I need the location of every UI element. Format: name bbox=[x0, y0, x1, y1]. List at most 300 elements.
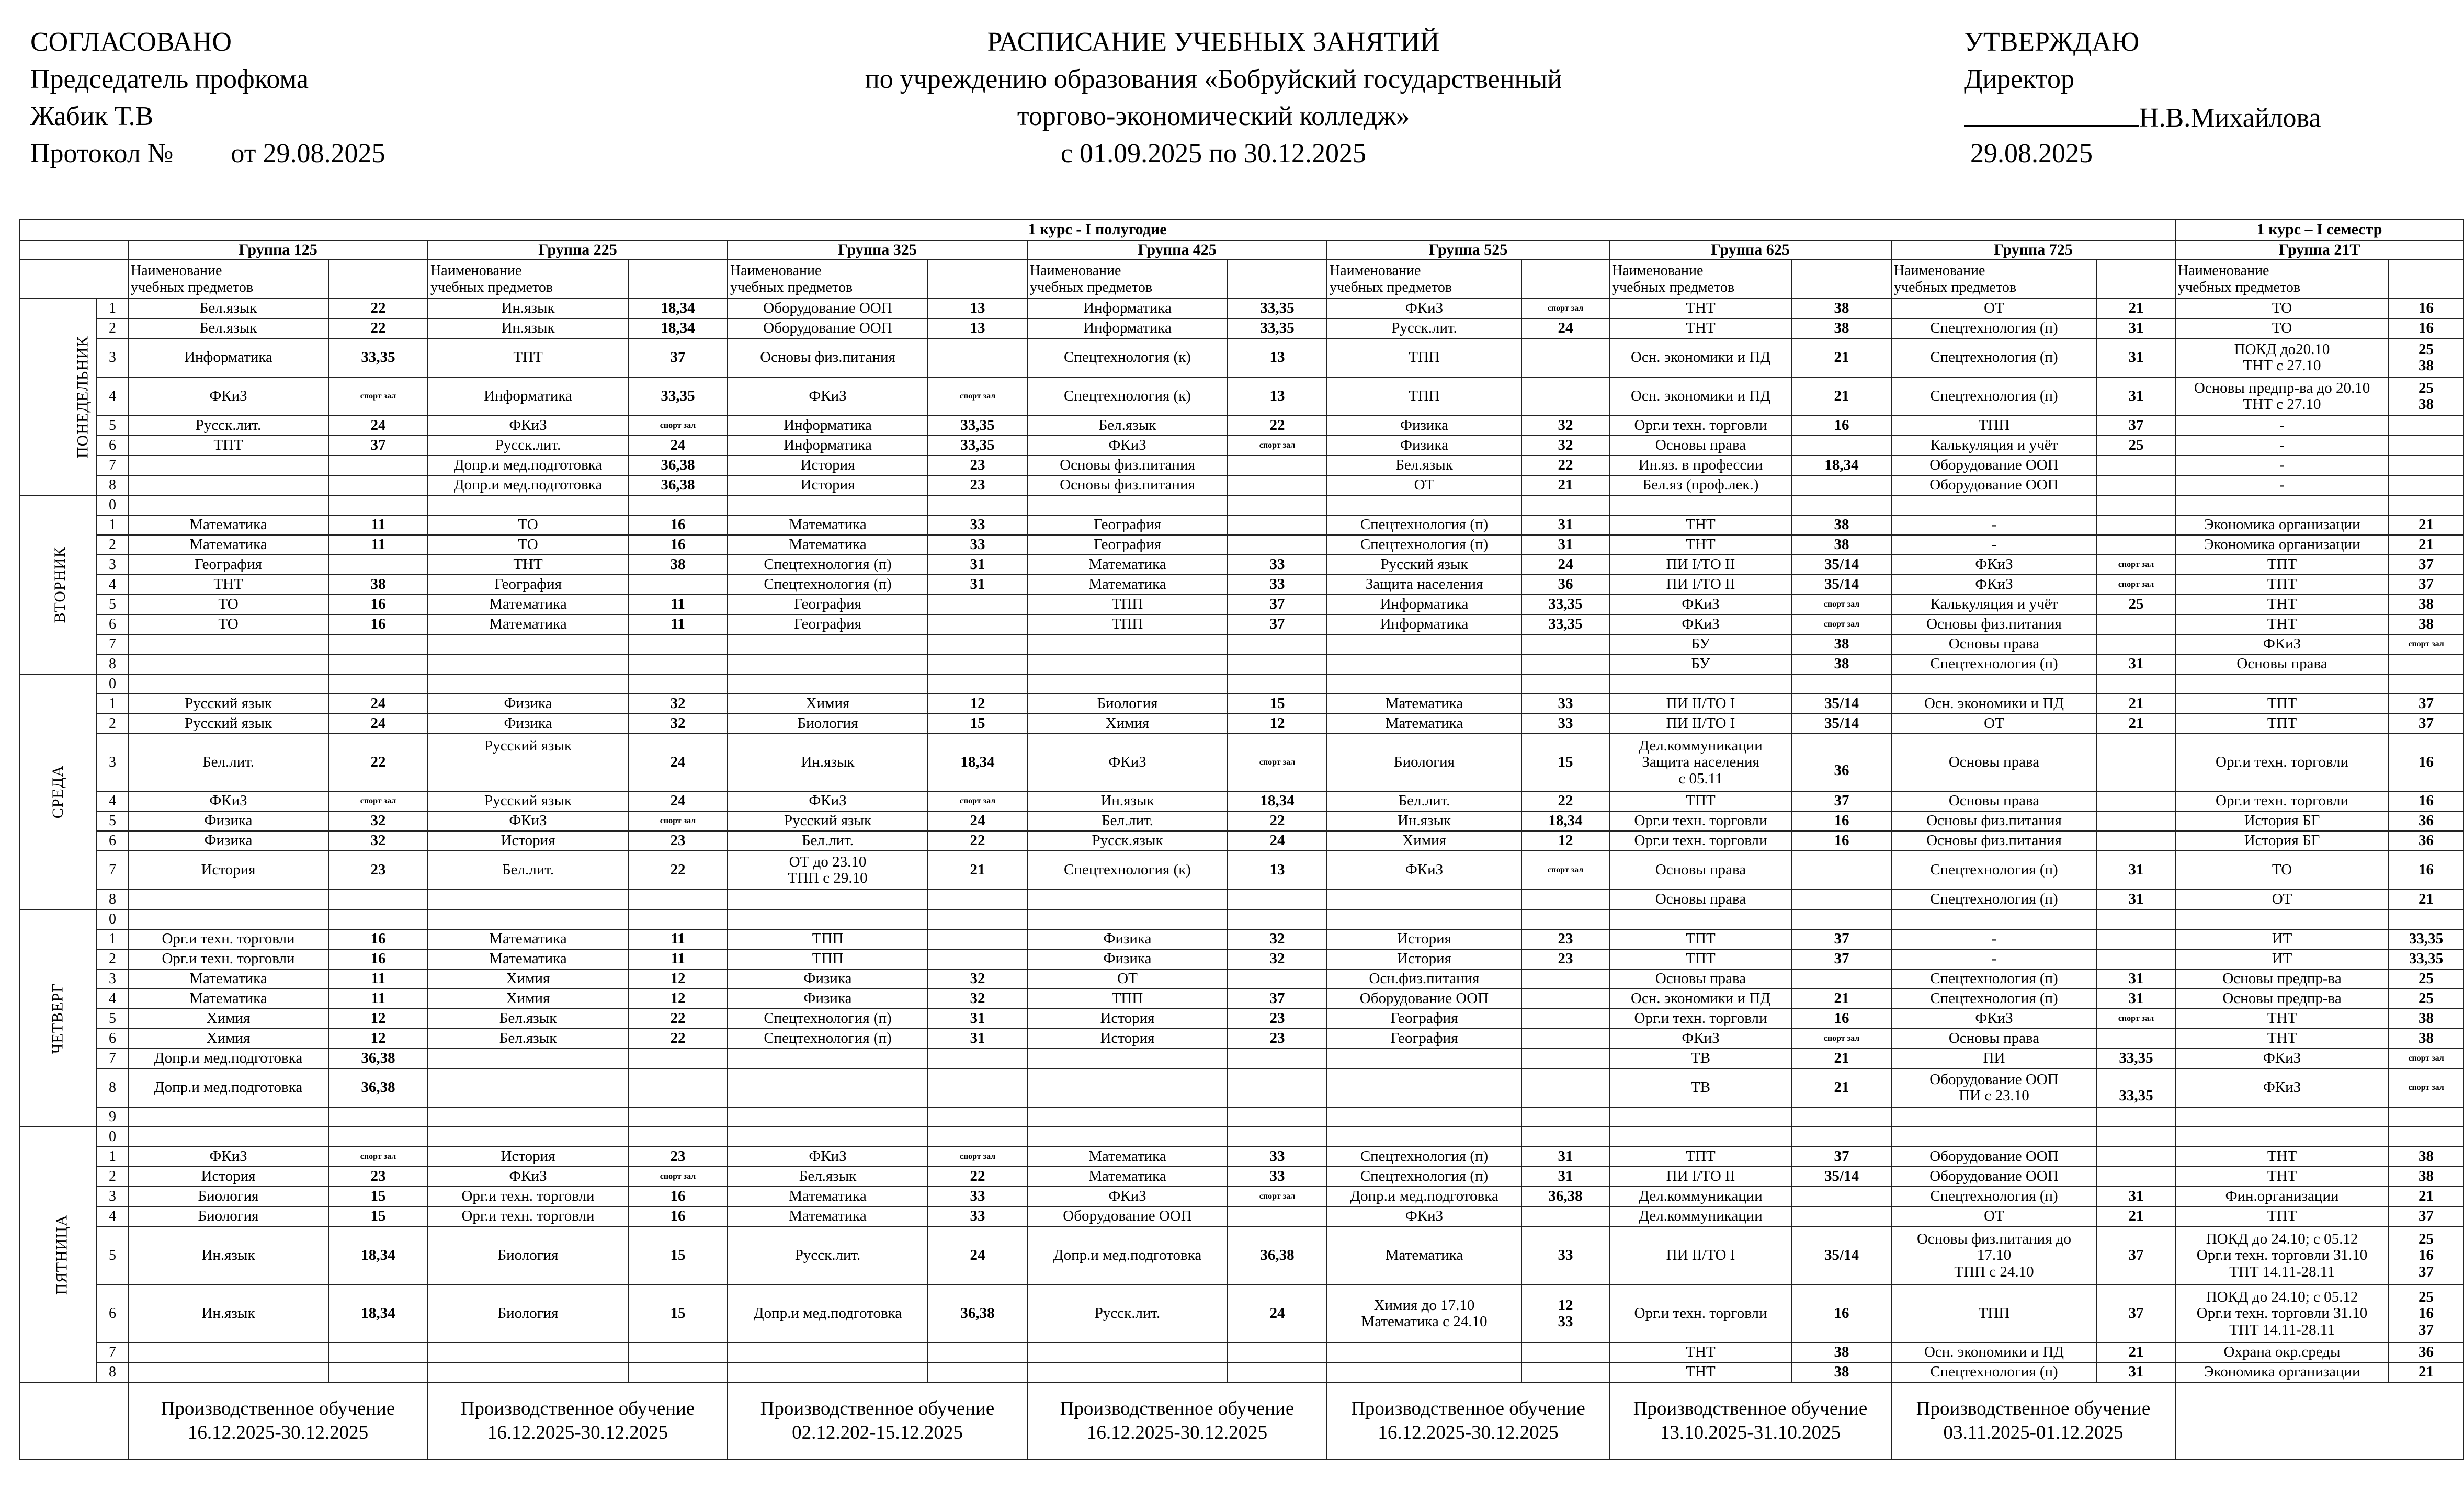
practice-period: Производственное обучение 16.12.2025-30.12.2025 bbox=[1327, 1382, 1609, 1460]
room-cell: 36 bbox=[1521, 575, 1609, 595]
room-cell: 12 bbox=[328, 1029, 428, 1049]
subject-cell: ФКиЗ bbox=[2175, 634, 2389, 654]
subject-cell: Оборудование ООП bbox=[1891, 1147, 2097, 1167]
room-cell: 13 bbox=[1228, 338, 1327, 377]
subject-cell: Биология bbox=[728, 714, 928, 734]
day-label bbox=[19, 495, 97, 674]
room-cell bbox=[1228, 1127, 1327, 1147]
room-cell: 33 bbox=[1228, 1167, 1327, 1187]
subject-cell: Информатика bbox=[728, 416, 928, 436]
subject-cell bbox=[128, 455, 328, 475]
subject-cell: ПИ II/ТО I bbox=[1609, 1226, 1792, 1285]
subject-header-row bbox=[19, 260, 2463, 299]
subject-cell: История БГ bbox=[2175, 811, 2389, 831]
room-column-header bbox=[1792, 260, 1891, 299]
subject-cell: Математика bbox=[728, 535, 928, 555]
room-cell: 12 bbox=[928, 694, 1027, 714]
room-cell bbox=[928, 674, 1027, 694]
subject-cell: Ин.язык bbox=[1027, 791, 1228, 811]
room-cell: 25 bbox=[2097, 595, 2175, 614]
room-cell bbox=[2097, 831, 2175, 851]
lesson-row bbox=[19, 614, 2463, 634]
room-cell: спорт зал bbox=[2389, 1049, 2463, 1068]
room-cell: 23 bbox=[628, 831, 728, 851]
subject-cell bbox=[128, 1107, 328, 1127]
subject-cell: ТПТ bbox=[1609, 791, 1792, 811]
room-cell bbox=[2097, 674, 2175, 694]
subject-cell: Математика bbox=[728, 515, 928, 535]
room-cell bbox=[628, 1342, 728, 1362]
day-name: ВТОРНИК bbox=[51, 546, 69, 623]
room-cell: 31 bbox=[2097, 989, 2175, 1009]
room-cell: спорт зал bbox=[1228, 1187, 1327, 1206]
room-cell: 33,35 bbox=[1228, 318, 1327, 338]
subject-cell bbox=[1609, 909, 1792, 929]
subject-cell: Орг.и техн. торговли bbox=[128, 949, 328, 969]
room-column-header bbox=[1228, 260, 1327, 299]
room-cell: 36,38 bbox=[928, 1285, 1027, 1342]
room-cell bbox=[328, 1362, 428, 1382]
subject-cell: Оборудование ООП bbox=[1891, 1167, 2097, 1187]
subject-cell: Основы права bbox=[1609, 969, 1792, 989]
room-cell bbox=[2097, 475, 2175, 495]
day-label bbox=[19, 909, 97, 1127]
subject-cell: Осн. экономики и ПД bbox=[1609, 377, 1792, 416]
room-cell: 24 bbox=[1228, 1285, 1327, 1342]
lesson-number: 5 bbox=[97, 811, 128, 831]
subject-cell: ТНТ bbox=[2175, 1167, 2389, 1187]
room-cell: 16 bbox=[1792, 416, 1891, 436]
subject-cell: ТО bbox=[428, 515, 628, 535]
lesson-number: 8 bbox=[97, 890, 128, 909]
group-header: Группа 625 bbox=[1609, 240, 1891, 260]
room-cell: 21 bbox=[2097, 694, 2175, 714]
subject-cell: Спецтехнология (к) bbox=[1027, 851, 1228, 890]
subject-cell: Русский язык bbox=[128, 694, 328, 714]
subject-cell: ТНТ bbox=[2175, 595, 2389, 614]
lesson-number: 8 bbox=[97, 1362, 128, 1382]
subject-cell bbox=[1027, 654, 1228, 674]
subject-cell: ФКиЗ bbox=[428, 1167, 628, 1187]
room-cell: 37 bbox=[2389, 694, 2463, 714]
room-cell bbox=[1521, 890, 1609, 909]
room-cell: спорт зал bbox=[328, 1147, 428, 1167]
room-cell bbox=[328, 634, 428, 654]
subject-cell: Бел.яз (проф.лек.) bbox=[1609, 475, 1792, 495]
subject-cell: Физика bbox=[1327, 416, 1521, 436]
subject-cell: Осн.физ.питания bbox=[1327, 969, 1521, 989]
lesson-row bbox=[19, 791, 2463, 811]
subject-cell: Спецтехнология (п) bbox=[1891, 1362, 2097, 1382]
room-cell: 23 bbox=[628, 1147, 728, 1167]
subject-cell: Русск.лит. bbox=[728, 1226, 928, 1285]
room-cell bbox=[1228, 1206, 1327, 1226]
room-cell: 25 bbox=[2389, 989, 2463, 1009]
subject-cell: ТО bbox=[2175, 299, 2389, 318]
room-cell bbox=[928, 1107, 1027, 1127]
room-cell: 22 bbox=[928, 831, 1027, 851]
room-cell bbox=[1228, 674, 1327, 694]
group-header: Группа 125 bbox=[128, 240, 428, 260]
room-cell: 24 bbox=[628, 436, 728, 455]
room-cell bbox=[328, 1342, 428, 1362]
subject-cell: Орг.и техн. торговли bbox=[1609, 811, 1792, 831]
subject-cell: Физика bbox=[428, 694, 628, 714]
subject-cell: Спецтехнология (п) bbox=[1327, 1147, 1521, 1167]
subject-cell bbox=[728, 1107, 928, 1127]
subject-cell bbox=[1327, 890, 1521, 909]
subject-cell bbox=[428, 1107, 628, 1127]
subject-cell bbox=[1891, 1127, 2097, 1147]
subject-cell: Математика bbox=[1027, 1167, 1228, 1187]
subject-column-header: Наименование учебных предметов bbox=[1027, 260, 1228, 299]
room-cell: 21 bbox=[928, 851, 1027, 890]
subject-cell: Биология bbox=[1027, 694, 1228, 714]
room-cell: 21 bbox=[1792, 1068, 1891, 1107]
room-cell bbox=[928, 595, 1027, 614]
room-cell bbox=[928, 634, 1027, 654]
subject-cell: Математика bbox=[728, 1187, 928, 1206]
room-cell: 16 bbox=[2389, 851, 2463, 890]
subject-cell: ФКиЗ bbox=[1327, 299, 1521, 318]
lesson-row bbox=[19, 1167, 2463, 1187]
room-cell bbox=[2389, 909, 2463, 929]
lesson-number: 3 bbox=[97, 1187, 128, 1206]
subject-cell: Дел.коммуникации bbox=[1609, 1187, 1792, 1206]
lesson-number: 7 bbox=[97, 634, 128, 654]
room-cell bbox=[328, 890, 428, 909]
subject-cell bbox=[2175, 495, 2389, 515]
room-cell: 36 bbox=[2389, 811, 2463, 831]
room-cell: 15 bbox=[328, 1187, 428, 1206]
room-cell: 38 bbox=[1792, 654, 1891, 674]
subject-cell: ПИ bbox=[1891, 1049, 2097, 1068]
subject-cell: ТПП bbox=[1027, 614, 1228, 634]
subject-cell bbox=[1609, 1127, 1792, 1147]
subject-cell: Орг.и техн. торговли bbox=[128, 929, 328, 949]
room-cell: спорт зал bbox=[1521, 299, 1609, 318]
subject-cell: Математика bbox=[1027, 575, 1228, 595]
lesson-row bbox=[19, 811, 2463, 831]
subject-cell: Спецтехнология (п) bbox=[1891, 969, 2097, 989]
room-cell bbox=[928, 1342, 1027, 1362]
room-cell: 38 bbox=[1792, 1342, 1891, 1362]
subject-cell: Фин.организации bbox=[2175, 1187, 2389, 1206]
room-cell: 11 bbox=[328, 969, 428, 989]
room-cell: 24 bbox=[628, 791, 728, 811]
room-cell: 16 bbox=[328, 614, 428, 634]
corner-cell bbox=[19, 260, 128, 299]
subject-cell: Химия bbox=[1027, 714, 1228, 734]
room-cell: 33,35 bbox=[328, 338, 428, 377]
subject-cell bbox=[1027, 909, 1228, 929]
institution-line-2: торгово-экономический колледж» bbox=[1017, 101, 1410, 131]
room-cell: 37 bbox=[1228, 989, 1327, 1009]
room-cell bbox=[2097, 1127, 2175, 1147]
room-cell: 13 bbox=[1228, 377, 1327, 416]
lesson-number: 6 bbox=[97, 1285, 128, 1342]
subject-cell: Русский язык bbox=[1327, 555, 1521, 575]
subject-cell bbox=[728, 1362, 928, 1382]
lesson-row bbox=[19, 495, 2463, 515]
subject-cell: ФКиЗ bbox=[1027, 734, 1228, 791]
room-cell bbox=[2389, 475, 2463, 495]
subject-cell: Основы физ.питания bbox=[1891, 811, 2097, 831]
room-cell: 38 bbox=[2389, 1009, 2463, 1029]
subject-cell: Математика bbox=[1027, 1147, 1228, 1167]
lesson-row bbox=[19, 475, 2463, 495]
subject-cell: Ин.язык bbox=[128, 1285, 328, 1342]
subject-cell: ОТ bbox=[2175, 890, 2389, 909]
lesson-number: 2 bbox=[97, 1167, 128, 1187]
subject-cell: ТНТ bbox=[1609, 535, 1792, 555]
lesson-row bbox=[19, 1285, 2463, 1342]
subject-cell: Информатика bbox=[1027, 299, 1228, 318]
room-cell: 22 bbox=[628, 1009, 728, 1029]
subject-cell: Русский язык bbox=[128, 714, 328, 734]
subject-column-header: Наименование учебных предметов bbox=[1891, 260, 2097, 299]
approval-left-block bbox=[30, 24, 501, 172]
subject-cell: ТО bbox=[128, 595, 328, 614]
subject-cell: ФКиЗ bbox=[128, 791, 328, 811]
room-cell bbox=[2097, 1107, 2175, 1127]
room-cell: 36,38 bbox=[1228, 1226, 1327, 1285]
subject-cell: ФКиЗ bbox=[728, 791, 928, 811]
union-chair-name: Жабик Т.В bbox=[30, 101, 154, 131]
subject-cell: ФКиЗ bbox=[2175, 1049, 2389, 1068]
subject-cell: ТВ bbox=[1609, 1049, 1792, 1068]
room-cell bbox=[1228, 909, 1327, 929]
subject-cell bbox=[728, 1049, 928, 1068]
room-cell: 35/14 bbox=[1792, 555, 1891, 575]
subject-cell: Русск.язык bbox=[1027, 831, 1228, 851]
subject-cell: ПОКД до 24.10; с 05.12 Орг.и техн. торговли 31.10 ТПТ 14.11-28.11 bbox=[2175, 1285, 2389, 1342]
subject-cell bbox=[428, 654, 628, 674]
room-cell: 11 bbox=[628, 929, 728, 949]
subject-cell: История bbox=[728, 475, 928, 495]
room-cell: 16 bbox=[328, 929, 428, 949]
room-cell: 31 bbox=[2097, 851, 2175, 890]
room-cell bbox=[1521, 989, 1609, 1009]
lesson-number: 1 bbox=[97, 929, 128, 949]
practice-period bbox=[2175, 1382, 2463, 1460]
room-cell: 38 bbox=[1792, 535, 1891, 555]
subject-cell: Спецтехнология (п) bbox=[1891, 890, 2097, 909]
subject-cell: - bbox=[2175, 436, 2389, 455]
room-column-header bbox=[328, 260, 428, 299]
room-cell: 38 bbox=[1792, 1362, 1891, 1382]
room-cell: 16 bbox=[1792, 1285, 1891, 1342]
subject-cell: ФКиЗ bbox=[1327, 851, 1521, 890]
subject-cell bbox=[2175, 1107, 2389, 1127]
subject-cell: История bbox=[428, 831, 628, 851]
subject-cell: Спецтехнология (п) bbox=[1327, 535, 1521, 555]
subject-cell: Экономика организации bbox=[2175, 535, 2389, 555]
subject-cell: ТНТ bbox=[1609, 1342, 1792, 1362]
subject-cell: Информатика bbox=[1327, 595, 1521, 614]
lesson-number: 4 bbox=[97, 1206, 128, 1226]
subject-cell bbox=[1027, 1342, 1228, 1362]
lesson-number: 9 bbox=[97, 1107, 128, 1127]
subject-cell: ТО bbox=[128, 614, 328, 634]
room-cell: 21 bbox=[1521, 475, 1609, 495]
room-cell: 18,34 bbox=[628, 299, 728, 318]
lesson-number: 2 bbox=[97, 714, 128, 734]
subject-cell: Охрана окр.среды bbox=[2175, 1342, 2389, 1362]
subject-cell: Информатика bbox=[428, 377, 628, 416]
subject-cell bbox=[2175, 674, 2389, 694]
lesson-row bbox=[19, 575, 2463, 595]
subject-cell: Математика bbox=[1027, 555, 1228, 575]
room-cell bbox=[1521, 1068, 1609, 1107]
room-cell: 22 bbox=[628, 851, 728, 890]
subject-cell: Защита населения bbox=[1327, 575, 1521, 595]
room-cell: 22 bbox=[1521, 455, 1609, 475]
course-title-row bbox=[19, 219, 2463, 240]
room-cell: 37 bbox=[1228, 614, 1327, 634]
room-cell bbox=[1228, 969, 1327, 989]
subject-cell: Допр.и мед.подготовка bbox=[1327, 1187, 1521, 1206]
room-cell: 31 bbox=[928, 1029, 1027, 1049]
subject-cell: Основы физ.питания bbox=[1891, 614, 2097, 634]
room-cell bbox=[328, 475, 428, 495]
subject-cell: Математика bbox=[1327, 694, 1521, 714]
room-cell: 16 bbox=[2389, 734, 2463, 791]
subject-cell bbox=[1027, 634, 1228, 654]
room-cell: 33,35 bbox=[928, 416, 1027, 436]
subject-cell bbox=[128, 890, 328, 909]
room-cell: 31 bbox=[928, 555, 1027, 575]
lesson-row bbox=[19, 969, 2463, 989]
room-cell bbox=[1228, 1342, 1327, 1362]
room-cell bbox=[628, 1362, 728, 1382]
lesson-number: 1 bbox=[97, 299, 128, 318]
room-cell bbox=[2097, 1029, 2175, 1049]
room-cell bbox=[2389, 455, 2463, 475]
room-cell: 21 bbox=[2097, 714, 2175, 734]
lesson-row bbox=[19, 890, 2463, 909]
schedule-table bbox=[19, 219, 2464, 1460]
room-cell bbox=[2097, 515, 2175, 535]
room-cell: 33 bbox=[1228, 575, 1327, 595]
subject-cell: Физика bbox=[128, 831, 328, 851]
approval-date: 29.08.2025 bbox=[1970, 139, 2093, 168]
room-cell bbox=[1521, 1342, 1609, 1362]
room-cell bbox=[628, 1049, 728, 1068]
subject-cell: Бел.лит. bbox=[128, 734, 328, 791]
subject-cell: География bbox=[1327, 1009, 1521, 1029]
room-cell: 15 bbox=[628, 1285, 728, 1342]
subject-cell bbox=[728, 1342, 928, 1362]
group-header: Группа 725 bbox=[1891, 240, 2175, 260]
protocol-line bbox=[30, 135, 501, 172]
subject-cell: Математика bbox=[128, 535, 328, 555]
room-cell bbox=[1521, 909, 1609, 929]
room-cell: 18,34 bbox=[328, 1226, 428, 1285]
room-cell: 24 bbox=[628, 734, 728, 791]
subject-cell: Химия bbox=[128, 1029, 328, 1049]
subject-cell bbox=[428, 909, 628, 929]
subject-cell: Спецтехнология (п) bbox=[728, 1029, 928, 1049]
subject-cell bbox=[1027, 1107, 1228, 1127]
subject-cell: Оборудование ООП bbox=[1891, 475, 2097, 495]
room-cell: 23 bbox=[1228, 1029, 1327, 1049]
subject-cell: ТНТ bbox=[1609, 515, 1792, 535]
room-cell bbox=[2389, 1127, 2463, 1147]
room-cell: 37 bbox=[628, 338, 728, 377]
room-cell: 16 bbox=[328, 595, 428, 614]
room-cell bbox=[1228, 1049, 1327, 1068]
subject-cell: Бел.язык bbox=[128, 299, 328, 318]
subject-cell: Биология bbox=[1327, 734, 1521, 791]
subject-cell: Основы предпр-ва bbox=[2175, 969, 2389, 989]
subject-cell: ТПТ bbox=[1609, 929, 1792, 949]
room-cell: 33,35 bbox=[2389, 929, 2463, 949]
subject-cell bbox=[1327, 674, 1521, 694]
subject-cell: География bbox=[1027, 535, 1228, 555]
room-cell: 33 bbox=[1228, 1147, 1327, 1167]
subject-cell: Дел.коммуникации bbox=[1609, 1206, 1792, 1226]
subject-cell: ОТ bbox=[1891, 714, 2097, 734]
room-cell: 36,38 bbox=[328, 1068, 428, 1107]
director-position: Директор bbox=[1964, 64, 2074, 94]
room-cell: 31 bbox=[1521, 1167, 1609, 1187]
subject-cell: ОТ bbox=[1891, 1206, 2097, 1226]
subject-cell: Основы физ.питания bbox=[728, 338, 928, 377]
subject-cell: ПИ I/ТО II bbox=[1609, 555, 1792, 575]
room-cell: спорт зал bbox=[1792, 595, 1891, 614]
subject-cell bbox=[728, 495, 928, 515]
subject-cell: Ин.яз. в профессии bbox=[1609, 455, 1792, 475]
subject-cell bbox=[1027, 890, 1228, 909]
group-header: Группа 325 bbox=[728, 240, 1027, 260]
subject-cell: Основы права bbox=[1609, 436, 1792, 455]
room-cell: 22 bbox=[328, 299, 428, 318]
room-cell: 25 38 bbox=[2389, 377, 2463, 416]
subject-cell: ТПП bbox=[1327, 377, 1521, 416]
subject-cell: Орг.и техн. торговли bbox=[1609, 416, 1792, 436]
room-column-header bbox=[2389, 260, 2463, 299]
subject-cell: ТПТ bbox=[128, 436, 328, 455]
subject-cell: Оборудование ООП bbox=[1027, 1206, 1228, 1226]
room-cell bbox=[1521, 1049, 1609, 1068]
room-cell: 12 bbox=[1228, 714, 1327, 734]
room-cell: 21 bbox=[2097, 299, 2175, 318]
room-cell: 25 bbox=[2097, 436, 2175, 455]
subject-cell: - bbox=[2175, 455, 2389, 475]
director-signature-line bbox=[1964, 98, 2393, 135]
approval-right-block bbox=[1964, 24, 2393, 172]
subject-cell: ТНТ bbox=[1609, 299, 1792, 318]
room-cell: 31 bbox=[2097, 1362, 2175, 1382]
subject-cell: Спецтехнология (п) bbox=[1891, 851, 2097, 890]
room-cell: 37 bbox=[2097, 416, 2175, 436]
room-cell: 32 bbox=[1521, 436, 1609, 455]
subject-cell: ТПТ bbox=[1609, 1147, 1792, 1167]
room-cell bbox=[2097, 949, 2175, 969]
subject-cell: Математика bbox=[428, 929, 628, 949]
room-cell: 33,35 bbox=[1521, 595, 1609, 614]
subject-cell: Математика bbox=[428, 614, 628, 634]
practice-period: Производственное обучение 16.12.2025-30.12.2025 bbox=[128, 1382, 428, 1460]
subject-cell: ТО bbox=[2175, 318, 2389, 338]
subject-cell: Информатика bbox=[728, 436, 928, 455]
subject-cell bbox=[728, 909, 928, 929]
subject-cell: Спецтехнология (п) bbox=[728, 555, 928, 575]
subject-cell: Осн. экономики и ПД bbox=[1609, 338, 1792, 377]
room-cell bbox=[2097, 535, 2175, 555]
room-cell: 23 bbox=[328, 1167, 428, 1187]
